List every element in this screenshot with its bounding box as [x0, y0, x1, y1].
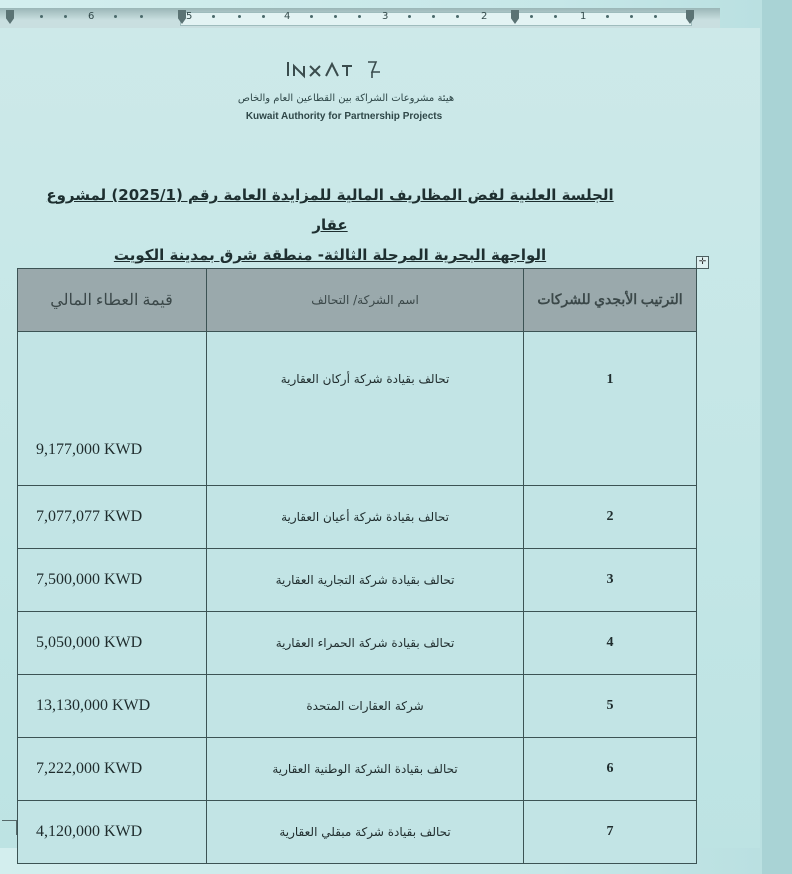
ruler-number: 3	[382, 11, 389, 22]
header-bid-value: قيمة العطاء المالي	[18, 269, 207, 332]
company-cell: تحالف بقيادة شركة مبقلي العقارية	[207, 801, 524, 864]
ruler-tick	[64, 15, 67, 18]
document-title	[30, 180, 630, 270]
header-rank: الترتيب الأبجدي للشركات	[524, 269, 697, 332]
bid-value-cell: 4,120,000 KWD	[18, 801, 207, 864]
ruler-tick	[408, 15, 411, 18]
bid-value-cell: 7,500,000 KWD	[18, 549, 207, 612]
company-cell: تحالف بقيادة شركة أعيان العقارية	[207, 486, 524, 549]
bid-value-cell: 5,050,000 KWD	[18, 612, 207, 675]
ruler-tick	[358, 15, 361, 18]
bids-table	[17, 268, 697, 864]
rank-cell: 2	[524, 486, 697, 549]
kapp-logo-icon	[280, 58, 390, 80]
ruler-tick	[432, 15, 435, 18]
bid-value-cell: 13,130,000 KWD	[18, 675, 207, 738]
ruler-number: 5	[186, 11, 193, 22]
document-margin	[762, 0, 792, 874]
ruler-tick	[238, 15, 241, 18]
bid-value-cell: 7,077,077 KWD	[18, 486, 207, 549]
bid-value-cell: 9,177,000 KWD	[18, 332, 207, 486]
rank-cell: 7	[524, 801, 697, 864]
ruler-tick	[654, 15, 657, 18]
company-cell: تحالف بقيادة الشركة الوطنية العقارية	[207, 738, 524, 801]
company-cell: تحالف بقيادة شركة أركان العقارية	[207, 332, 524, 486]
organization-name-arabic: هيئة مشروعات الشراكة بين القطاعين العام والخاص	[237, 93, 455, 104]
rank-cell: 6	[524, 738, 697, 801]
rank-cell: 4	[524, 612, 697, 675]
table-header-row	[18, 269, 697, 332]
table-move-handle-icon[interactable]: ✛	[696, 256, 709, 269]
rank-cell: 3	[524, 549, 697, 612]
table-row	[18, 675, 697, 738]
ruler-text-area	[180, 12, 692, 26]
company-cell: شركة العقارات المتحدة	[207, 675, 524, 738]
ruler-number: 2	[481, 11, 488, 22]
rank-cell: 1	[524, 332, 697, 486]
table-row	[18, 612, 697, 675]
title-line-2: الواجهة البحرية المرحلة الثالثة- منطقة شرق بمدينة الكويت	[113, 246, 547, 264]
ruler-tick	[334, 15, 337, 18]
ruler-tick	[456, 15, 459, 18]
ruler-number: 6	[88, 11, 95, 22]
margin-marker-left[interactable]	[6, 10, 14, 24]
ruler-tick	[262, 15, 265, 18]
ruler-tick	[310, 15, 313, 18]
table-row	[18, 332, 697, 486]
ruler-tick	[530, 15, 533, 18]
ruler-tick	[212, 15, 215, 18]
table-row	[18, 549, 697, 612]
ruler-number: 1	[580, 11, 587, 22]
page-corner-mark	[2, 820, 17, 835]
table-row	[18, 486, 697, 549]
ruler-tick	[40, 15, 43, 18]
ruler-tick	[606, 15, 609, 18]
table-row	[18, 801, 697, 864]
ruler-number: 4	[284, 11, 291, 22]
company-cell: تحالف بقيادة شركة التجارية العقارية	[207, 549, 524, 612]
ruler-tick	[554, 15, 557, 18]
title-line-1: الجلسة العلنية لفض المظاريف المالية للمزايدة العامة رقم (2025/1) لمشروع عقار	[46, 186, 614, 234]
ruler-tick	[114, 15, 117, 18]
table-row	[18, 738, 697, 801]
bid-value-cell: 7,222,000 KWD	[18, 738, 207, 801]
organization-name-english: Kuwait Authority for Partnership Projects	[245, 111, 443, 122]
horizontal-ruler[interactable]	[0, 8, 720, 29]
company-cell: تحالف بقيادة شركة الحمراء العقارية	[207, 612, 524, 675]
ruler-tick	[630, 15, 633, 18]
rank-cell: 5	[524, 675, 697, 738]
header-company: اسم الشركة/ التحالف	[207, 269, 524, 332]
ruler-tick	[140, 15, 143, 18]
